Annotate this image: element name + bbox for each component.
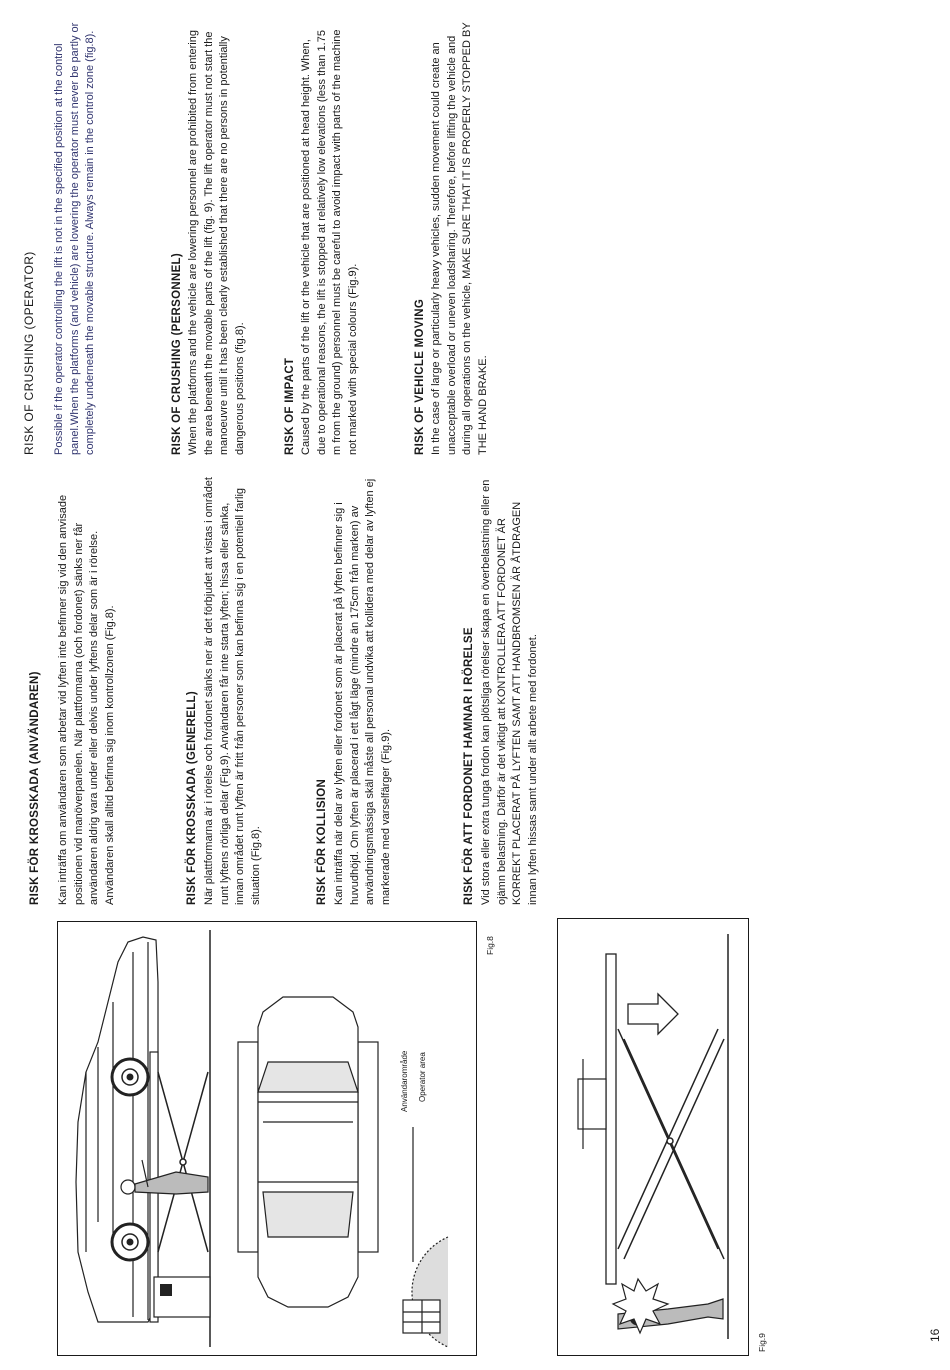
english-section-4 <box>413 20 491 455</box>
section-body: Kan inträffa om användaren som arbetar vid lyften inte befinner sig vid den anvisade positionen vid manöverpanelen. När plattformarna (och fordonet) sänks ner får användaren aldrig vara under eller delvis under lyftens delar som är i rörelse. Användaren skall alltid befinna sig inom kontrollzonen (Fig.8). <box>57 494 116 905</box>
section-body: När plattformarna är i rörelse och fordonet sänks ner är det förbjudet att vistas i området runt lyftens rörliga delar (Fig.9). Användaren får inte starta lyften; hissa eller sänka, innan området runt lyften är fritt från personer som kan befinna sig i en potentiell farlig situation (Fig.8). <box>203 477 262 905</box>
section-title: RISK FÖR KOLLISION <box>316 778 328 905</box>
figure-8-box <box>57 921 477 1356</box>
wheel-rear <box>112 1224 148 1260</box>
swedish-section-1 <box>28 475 118 905</box>
section-title: RISK OF CRUSHING (PERSONNEL) <box>171 253 183 455</box>
lowering-arrow-icon <box>628 994 678 1034</box>
operator-area-marker <box>403 1127 448 1347</box>
swedish-section-2 <box>185 475 264 905</box>
area-label-sv: Användarområde <box>400 1050 409 1112</box>
section-body: Vid stora eller extra tunga fordon kan plötsliga rörelser skapa en överbelastning eller en ojämn belastning. Därför är det viktigt att KONTROLLERA ATT FORDONET ÄR KORREKT PLACERAT PÅ LYFTEN SAMT ATT HANDBROMSEN ÄR ÅTDRAGEN innan lyften hissas samt under allt arbete med fordonet. <box>480 479 539 905</box>
page-number: 16 <box>928 1328 942 1342</box>
section-title: RISK FÖR ATT FORDONET HAMNAR I RÖRELSE <box>463 627 475 905</box>
scissor-lift <box>158 1072 208 1252</box>
section-title: RISK FÖR KROSSKADA (GENERELL) <box>186 691 198 905</box>
top-view-car <box>238 997 378 1307</box>
figure-9-box <box>557 918 749 1356</box>
section-body: In the case of large or particularly heavy vehicles, sudden movement could create an unacceptable overload or uneven loadsharing. Therefore, before lifting the vehicle and during all operations on the vehicle, MAKE SURE THAT IT IS PROPERLY STOPPED BY THE HAND BRAKE. <box>430 22 489 455</box>
section-title: RISK OF IMPACT <box>284 357 296 455</box>
english-section-1 <box>22 20 99 455</box>
figure-9-illustration <box>558 919 748 1355</box>
section-body: Caused by the parts of the lift or the vehicle that are positioned at head height. When, due to operational reasons, the lift is stopped at relatively low elevations (less than 1.75 m from the ground) personnel must be careful to avoid impact with parts of the machine not marked with special colours (Fig.9). <box>300 29 359 455</box>
section-title: RISK OF CRUSHING (OPERATOR) <box>22 251 36 455</box>
english-section-2 <box>170 20 248 455</box>
swedish-section-3 <box>315 475 394 905</box>
section-title: RISK FÖR KROSSKADA (ANVÄNDAREN) <box>29 671 41 905</box>
wheel-front <box>112 1059 148 1095</box>
english-section-3 <box>283 20 361 455</box>
section-body: Possible if the operator controlling the lift is not in the specified position at the control panel.When the platforms (and vehicle) are lowering the operator must never be partly or completely underneath the movable structure. Always remain in the control zone (fig.8). <box>53 22 97 455</box>
scissor-lift <box>618 1029 724 1259</box>
operator-figure <box>121 1160 208 1194</box>
section-body: Kan inträffa när delar av lyften eller fordonet som är placerat på lyften befinner sig i huvudhöjd. Om lyften är placerad i ett lågt läge (mindre än 175cm från marken) av användningsmässiga skäl måste all personal undvika att kollidera med delar av lyften ej markerade med varselfärger (Fig.9). <box>333 478 392 905</box>
swedish-section-4 <box>462 475 541 905</box>
fig-9-label: Fig.9 <box>757 1333 767 1352</box>
fig-8-label: Fig.8 <box>485 936 495 955</box>
section-body: When the platforms and the vehicle are lowering personnel are prohibited from entering the area beneath the movable parts of the lift (fig. 9). The lift operator must not start the manoeuvre until it has been clearly established that there are no persons in potentially dangerous positions (fig.8). <box>187 30 246 455</box>
figure-8-illustration <box>58 922 476 1355</box>
section-title: RISK OF VEHICLE MOVING <box>414 298 426 455</box>
area-label-en: Operator area <box>418 1052 427 1102</box>
side-view-car <box>76 937 158 1322</box>
